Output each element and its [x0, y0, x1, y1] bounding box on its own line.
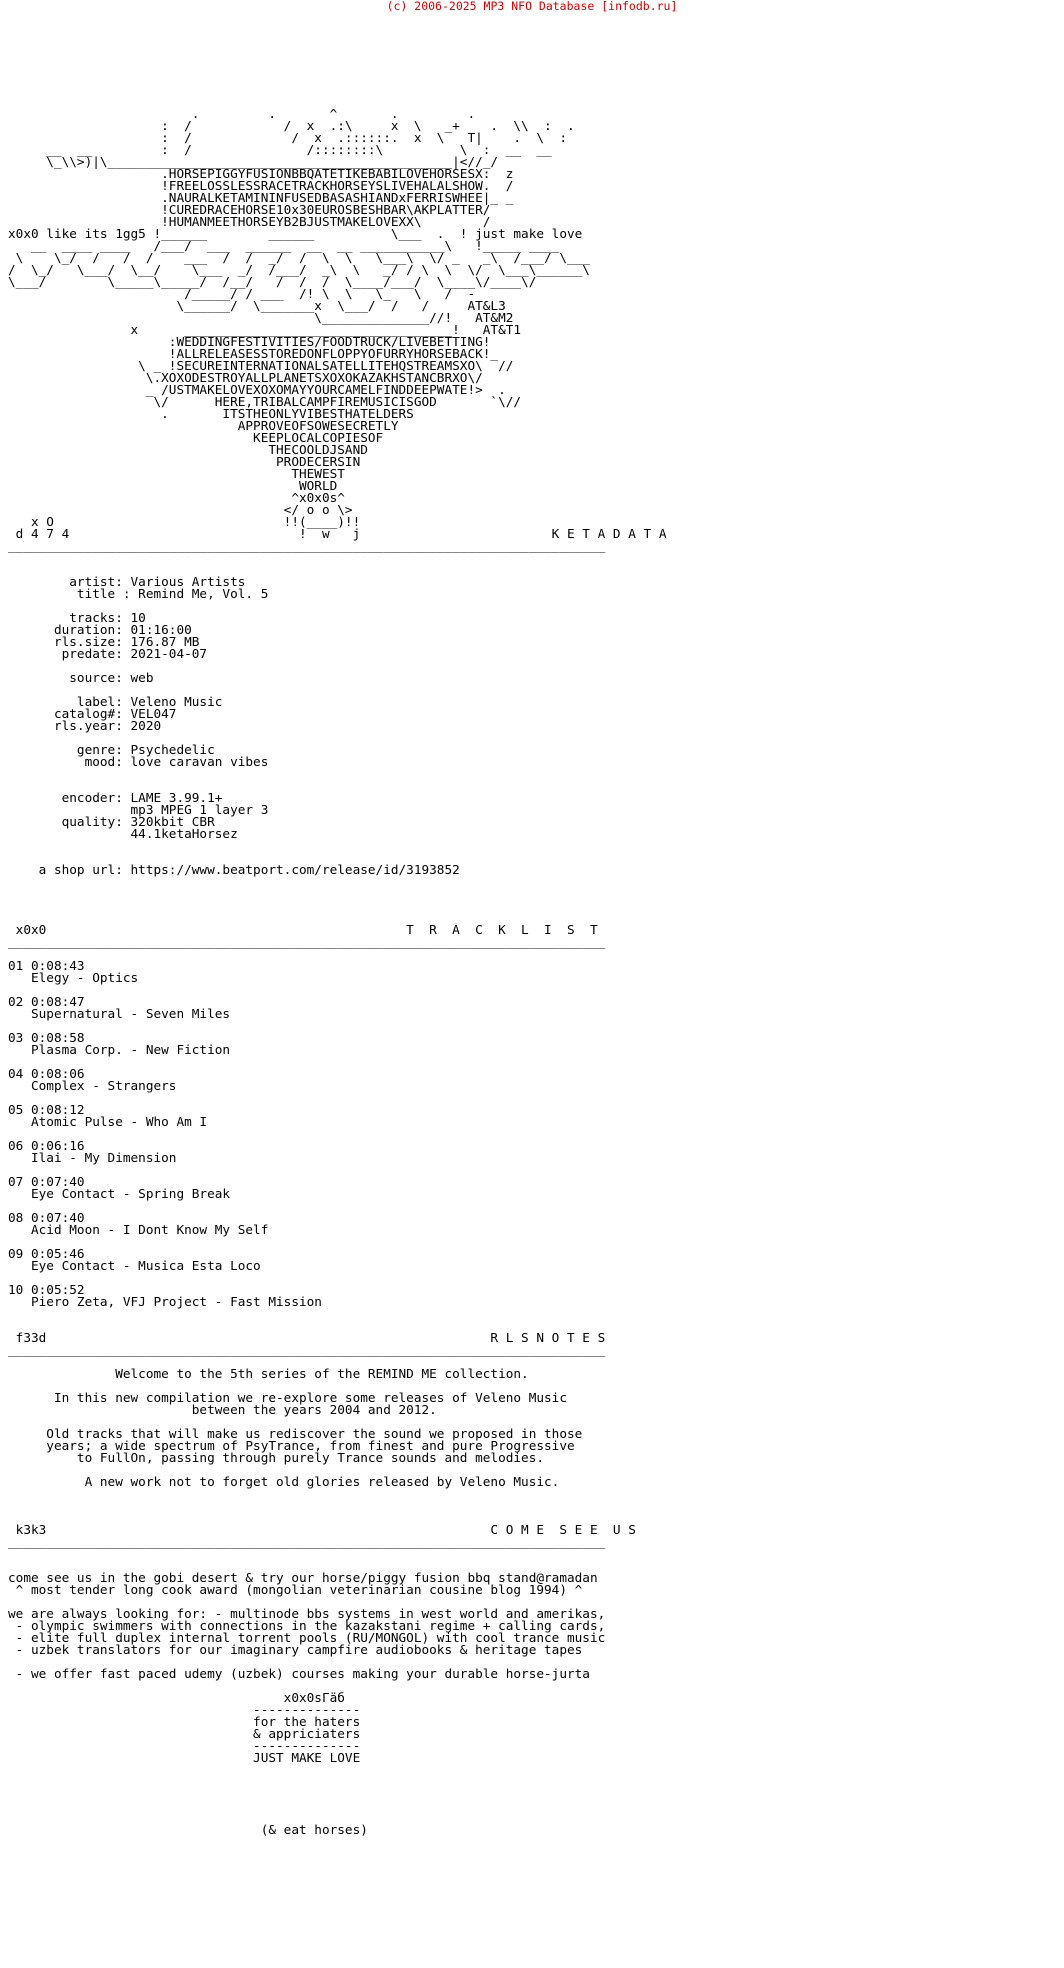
- nfo-text: . . ^ . . : / / x .:\ x \ _+ . \\ : . : / / x .::::::. x \ T| . \ : __ __ : / /::::::::\ \ : __ __ \_\\>)|\_____________________________________________|<//_/ .HORSEPIGGYFUSIONBBQATETIKEBABILOVEHORSESX: z !FREELOSSLESSRACETRACKHORSEYSLIVEHALALSHOW. / .NAURALKETAMININFUSEDBASASHIANDxFERRISWHEE|_ _ !CUREDRACEHORSE10x30EUROSBESHBAR\AKPLATTER/ !HUMANMEETHORSEYB2BJUSTMAKELOVEXX\ / x0x0 like its 1gg5 !______ ______ \___ . ! just make love __ ____ ____ /___/ ___ ______ __ __ ___________\ !_____ ____ \ \_/ / / / ___ / / _/ / \ \ \___\ \/ _ _\ /___/ \___ / \_/ \___/ \__/ \___ _/ /___/ _\ \ _/ / \ \ \/ \___\______\ \___/ \_____\_____/ /__/ / / / \____/___/ \____\/____\/ /_____/ / ___ /! \ \ \_ \ / - \______/ \_______x \___/ / / AT&L3 \______________//! AT&M2 x ___________________________________! AT&T1 :WEDDINGFESTIVITIES/FOODTRUCK/LIVEBETTING! !ALLRELEASESSTOREDONFLOPPYOFURRYHORSEBACK!_ \ _ !SECUREINTERNATIONALSATELLITEHQSTREAMSXO\ // \.XOXODESTROYALLPLANETSXOXOKAZAKHSTANCBRXO\/ _ /USTMAKELOVEXOXOMAYYOURCAMELFINDDEEPWATE!> . \/ HERE,TRIBALCAMPFIREMUSICISGOD `\// . ITSTHEONLYVIBESTHATELDERS APPROVEOFSOWESECRETLY KEEPLOCALCOPIESOF THECOOLDJSAND PRODECERSIN THEWEST WORLD ^x0x0s^ </ o o \> x O !!(____)!! d 4 7 4 ! w j K E T A D A T A ______________________________________________________________________________ artist: Various Artists title : Remind Me, Vol. 5 tracks: 10 duration: 01:16:00 rls.size: 176.87 MB predate: 2021-04-07 source: web label: Veleno Music catalog#: VEL047 rls.year: 2020 genre: Psychedelic mood: love caravan vibes encoder: LAME 3.99.1+ mp3 MPEG 1 layer 3 quality: 320kbit CBR 44.1ketaHorsez a shop url: https://www.beatport.com/release/id/3193852 x0x0 T R A C K L I S T ______________________________________________________________________________ 01 0:08:43 Elegy - Optics 02 0:08:47 Supernatural - Seven Miles 03 0:08:58 Plasma Corp. - New Fiction 04 0:08:06 Complex - Strangers 05 0:08:12 Atomic Pulse - Who Am I 06 0:06:16 Ilai - My Dimension 07 0:07:40 Eye Contact - Spring Break 08 0:07:40 Acid Moon - I Dont Know My Self 09 0:05:46 Eye Contact - Musica Esta Loco 10 0:05:52 Piero Zeta, VFJ Project - Fast Mission f33d R L S N O T E S ______________________________________________________________________________ Welcome to the 5th series of the REMIND ME collection. In this new compilation we re-explore some releases of Veleno Music between the years 2004 and 2012. Old tracks that will make us rediscover the sound we proposed in those years; a wide spectrum of PsyTrance, from finest and pure Progressive to FullOn, passing through purely Trance sounds and melodies. A new work not to forget old glories released by Veleno Music. k3k3 C O M E S E E U S ______________________________________________________________________________ come see us in the gobi desert & try our horse/piggy fusion bbq stand@ramadan ^ most tender long cook award (mongolian veterinarian cousine blog 1994) ^ we are always looking for: - multinode bbs systems in west world and amerikas, - olympic swimmers with connections in the kazakstani regime + calling cards, - elite full duplex internal torrent pools (RU/MONGOL) with cool trance music - uzbek translators for our imaginary campfire audiobooks & heritage tapes - we offer fast paced udemy (uzbek) courses making your durable horse-jurta x0x0sГäб -------------- for the haters & appriciaters -------------- JUST MAKE LOVE (& eat horses): [8, 106, 667, 1837]
- site-header: (c) 2006-2025 MP3 NFO Database [infodb.ru]: [386, 0, 678, 13]
